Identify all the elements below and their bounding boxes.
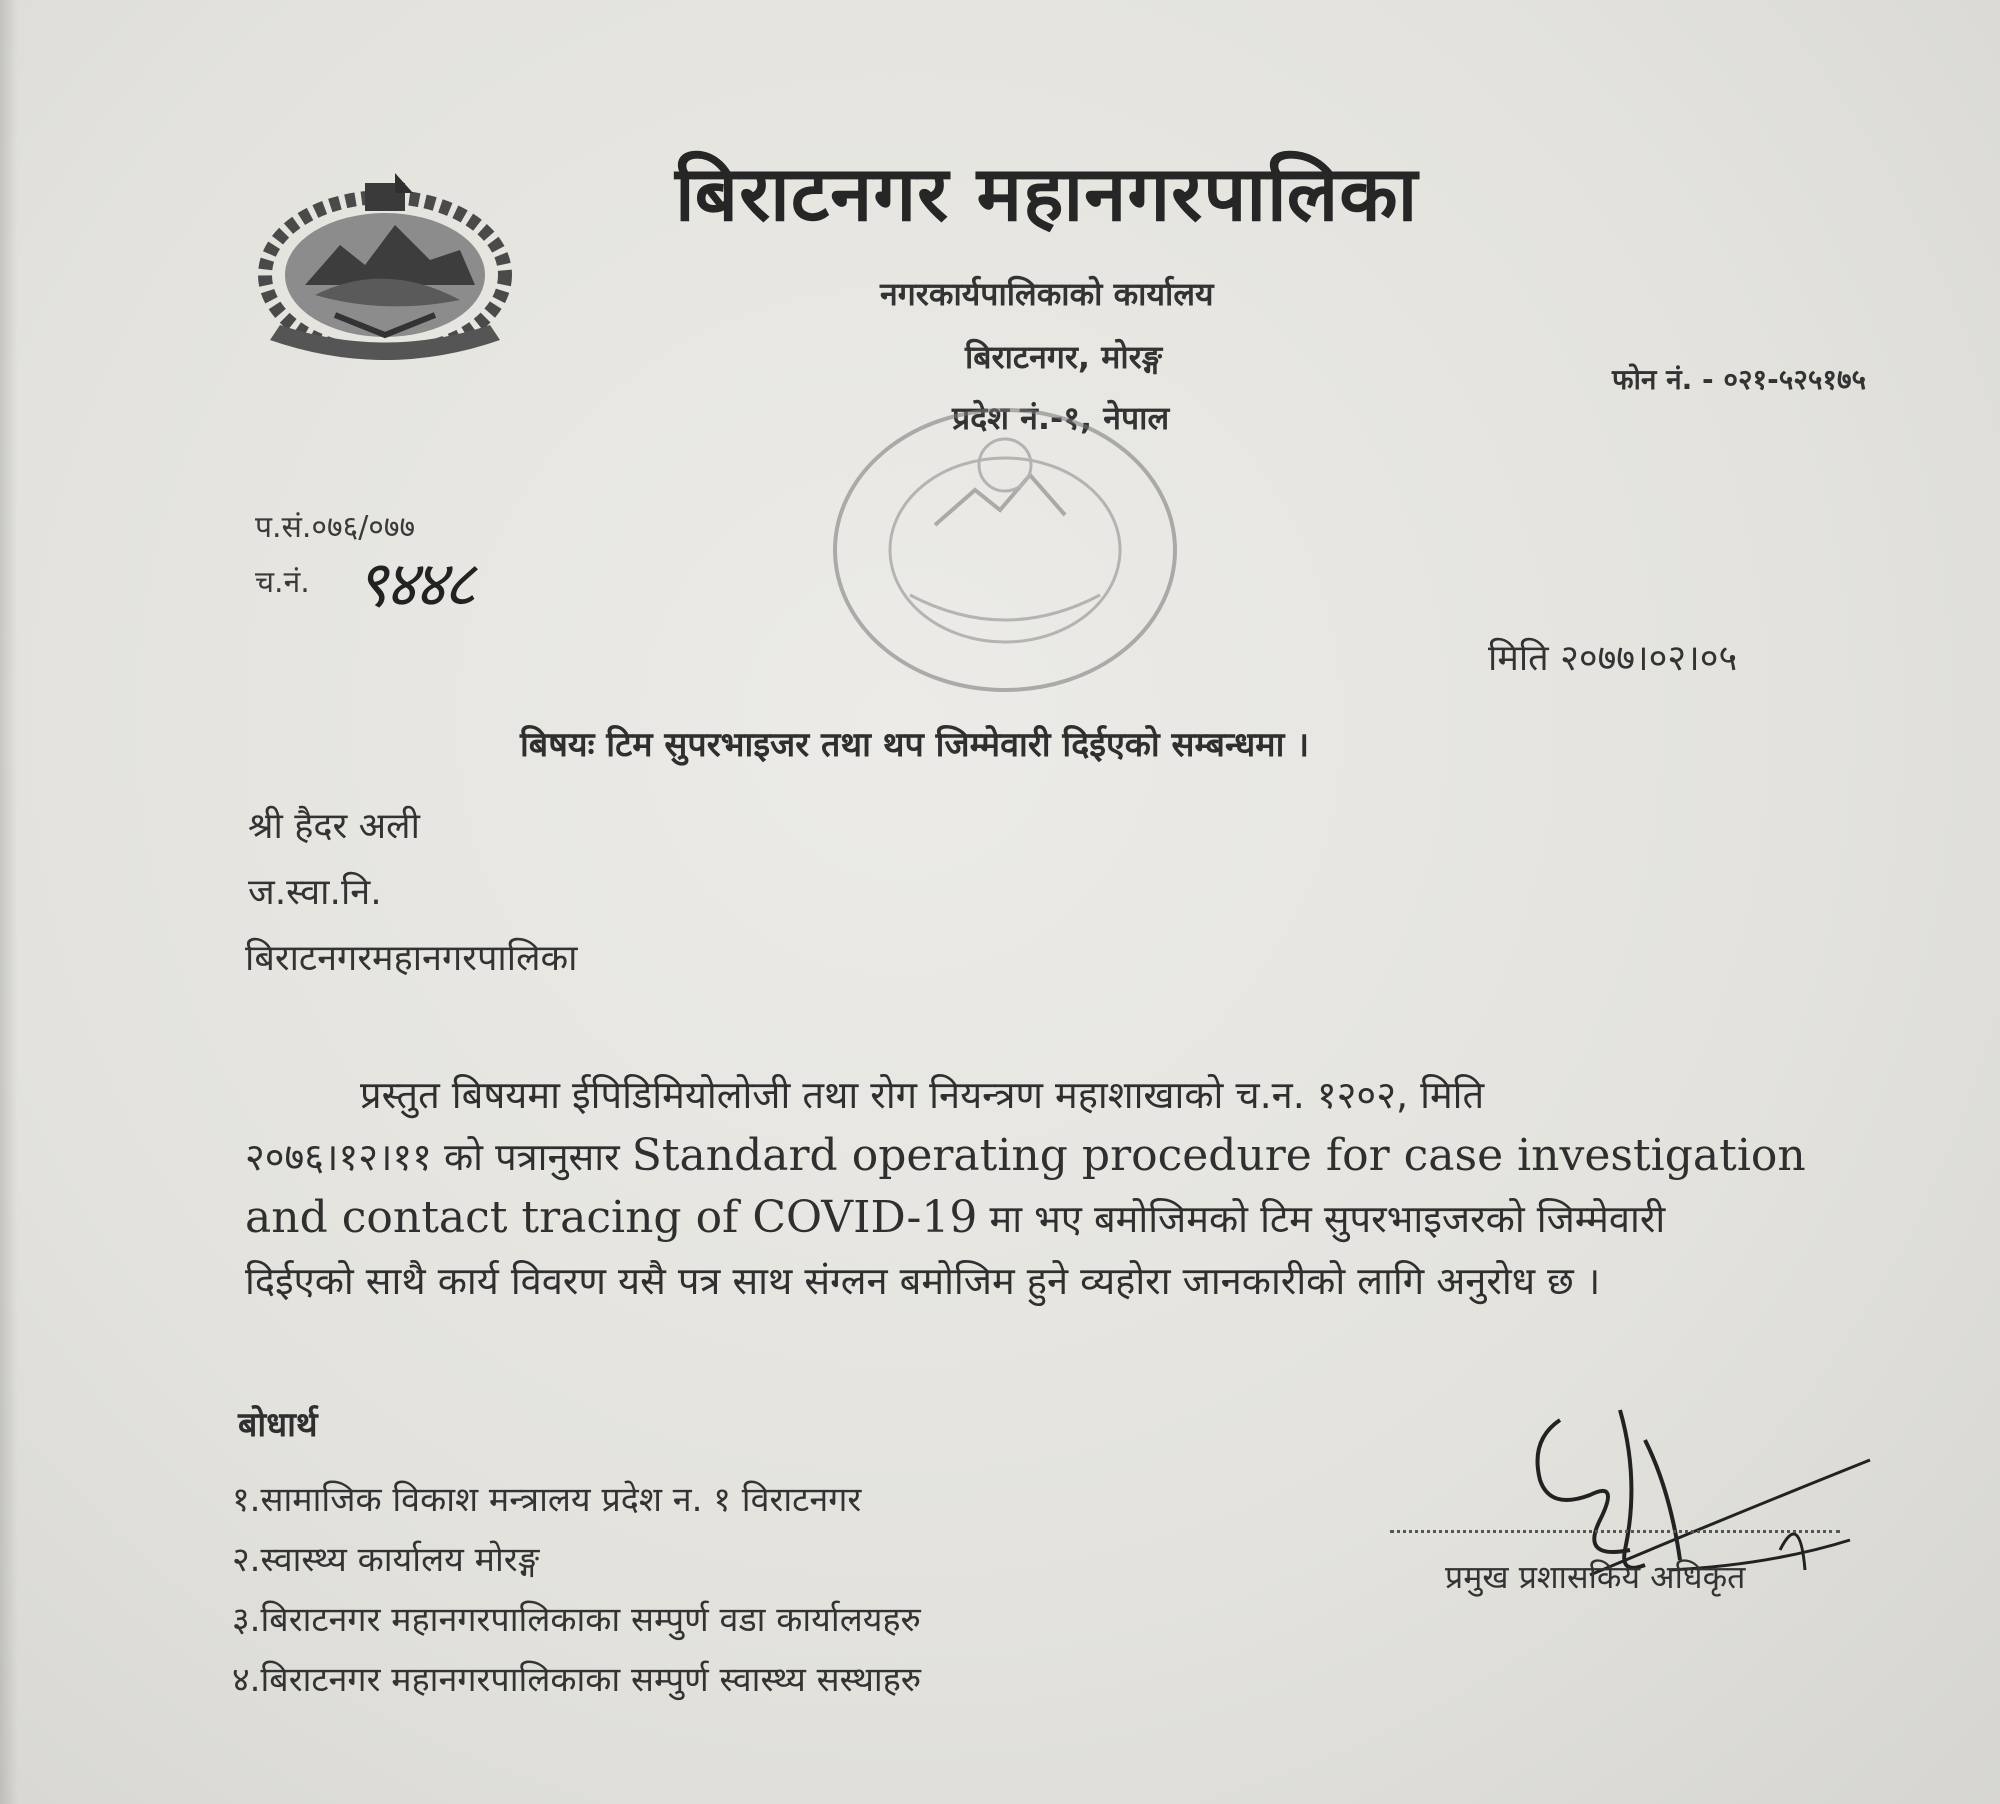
body-line-3	[245, 1192, 1665, 1244]
recipient-designation: ज.स्वा.नि.	[248, 872, 382, 913]
signer-title: प्रमुख प्रशासकिय अधिकृत	[1445, 1558, 1746, 1596]
signature-line	[1390, 1530, 1840, 1533]
letter-date: मिति २०७७।०२।०५	[1488, 638, 1738, 679]
body-line-3-english: and contact tracing of COVID-19	[245, 1192, 978, 1243]
body-line-2-english: Standard operating procedure for case investigation	[631, 1130, 1806, 1181]
body-line-4: दिईएको साथै कार्य विवरण यसै पत्र साथ संग्लन बमोजिम हुने व्यहोरा जानकारीको लागि अनुरोध छ ।	[245, 1259, 1601, 1303]
recipient-name: श्री हैदर अली	[248, 806, 420, 847]
cc-item: ३.बिराटनगर महानगरपालिकाका सम्पुर्ण वडा कार्यालयहरु	[232, 1600, 921, 1640]
body-line-2-nepali: २०७६।१२।११ को पत्रानुसार	[245, 1135, 632, 1179]
recipient-organization: बिराटनगरमहानगरपालिका	[245, 938, 578, 979]
letter-subject: बिषयः टिम सुपरभाइजर तथा थप जिम्मेवारी दिईएको सम्बन्धमा ।	[520, 725, 1310, 765]
organization-title: बिराटनगर महानगरपालिका	[675, 149, 1419, 238]
nepal-emblem-icon	[245, 165, 525, 375]
dispatch-label: च.नं.	[255, 565, 310, 600]
cc-title: बोधार्थ	[238, 1405, 318, 1445]
body-line-3-nepali: मा भए बमोजिमको टिम सुपरभाइजरको जिम्मेवारी	[977, 1197, 1666, 1241]
cc-item: ४.बिराटनगर महानगरपालिकाका सम्पुर्ण स्वास्थ्य सस्थाहरु	[232, 1660, 922, 1700]
page-edge-shadow	[0, 0, 18, 1804]
dispatch-number-handwritten: ९४४८	[355, 548, 473, 622]
office-stamp-icon	[815, 395, 1195, 725]
body-line-1: प्रस्तुत बिषयमा ईपिडिमियोलोजी तथा रोग नियन्त्रण महाशाखाको च.न. १२०२, मिति	[360, 1073, 1485, 1117]
office-address: बिराटनगर, मोरङ्ग	[965, 338, 1162, 376]
fiscal-reference: प.सं.०७६/०७७	[255, 510, 416, 545]
phone-number: फोन नं. - ०२१-५२५१७५	[1612, 363, 1867, 396]
cc-item: २.स्वास्थ्य कार्यालय मोरङ्ग	[232, 1540, 540, 1580]
body-line-2	[245, 1130, 1806, 1182]
cc-item: १.सामाजिक विकाश मन्त्रालय प्रदेश न. १ विराटनगर	[232, 1480, 862, 1520]
office-name: नगरकार्यपालिकाको कार्यालय	[880, 275, 1214, 313]
office-province: प्रदेश नं.-१, नेपाल	[952, 399, 1170, 437]
